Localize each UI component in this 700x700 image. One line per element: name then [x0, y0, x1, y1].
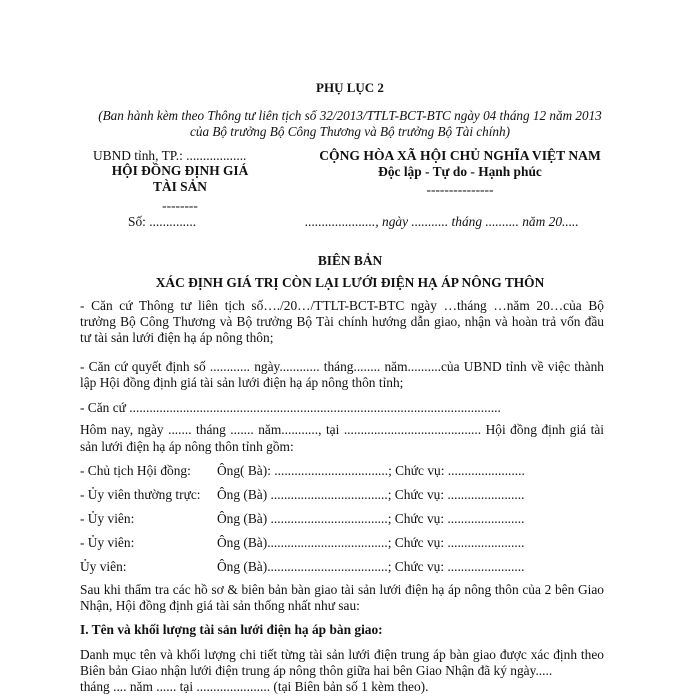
national-motto: Độc lập - Tự do - Hạnh phúc	[378, 164, 542, 179]
member-role: Ủy viên:	[80, 559, 127, 574]
date-line: ....................., ngày ........... tháng .......... năm 20.....	[305, 214, 579, 229]
member-role: - Ủy viên thường trực:	[80, 487, 201, 502]
ubnd-line: UBND tỉnh, TP.: ..................	[93, 148, 247, 163]
council-name-line2: TÀI SẢN	[153, 179, 207, 194]
basis-1-line3: tư tài sản lưới điện hạ áp nông thôn;	[80, 330, 274, 345]
member-role: - Chủ tịch Hội đồng:	[80, 463, 191, 478]
meeting-line1: Hôm nay, ngày ....... tháng ....... năm..........., tại ......................................... Hội đồng định giá tài	[80, 422, 604, 437]
conclusion-line2: Nhận, Hội đồng định giá tài sản thống nhất như sau:	[80, 598, 360, 613]
member-name: Ông (Bà) ...................................; Chức vụ: .......................	[217, 511, 525, 526]
basis-2-line1: - Căn cứ quyết định số ............ ngày............ tháng........ năm..........của UBND tỉnh về việc thành	[80, 359, 604, 374]
document-number: Số: ..............	[128, 214, 197, 229]
document-title: BIÊN BẢN	[317, 253, 383, 268]
member-role: - Ủy viên:	[80, 535, 135, 550]
member-name: Ông( Bà): ..................................; Chức vụ: .......................	[217, 463, 525, 478]
nation-name: CỘNG HÒA XÃ HỘI CHỦ NGHĨA VIỆT NAM	[319, 148, 601, 163]
member-role: - Ủy viên:	[80, 511, 135, 526]
section-1-line3: tháng .... năm ...... tại ...................... (tại Biên bản số 1 kèm theo).	[80, 679, 429, 694]
section-1-line1: Danh mục tên và khối lượng chi tiết từng tài sản lưới điện trung áp bàn giao được xác định theo	[80, 647, 604, 662]
basis-1-line1: - Căn cứ Thông tư liên tịch số…./20…/TTLT-BCT-BTC ngày …tháng …năm 20…của Bộ	[80, 298, 604, 313]
basis-1-line2: trưởng Bộ Công Thương và Bộ trưởng Bộ Tài chính hướng dẫn giao, nhận và hoàn trả vốn đầu	[80, 314, 604, 329]
conclusion-line1: Sau khi thẩm tra các hồ sơ & biên bản bàn giao tài sản lưới điện hạ áp nông thôn của 2 bên Giao	[80, 582, 604, 597]
member-name: Ông (Bà)....................................; Chức vụ: .......................	[217, 559, 525, 574]
meeting-line2: sản lưới điện hạ áp nông thôn tỉnh gồm:	[80, 439, 294, 454]
issued-note-line2: của Bộ trưởng Bộ Công Thương và Bộ trưởng Bộ Tài chính)	[190, 124, 510, 139]
member-name: Ông (Bà)....................................; Chức vụ: .......................	[217, 535, 525, 550]
council-name-line1: HỘI ĐỒNG ĐỊNH GIÁ	[111, 163, 249, 178]
left-separator: --------	[162, 198, 198, 213]
section-1-line2: Biên bản Giao nhận lưới điện trung áp nông thôn giữa hai bên Giao Nhận đã ký ngày.....	[80, 663, 553, 678]
document-subtitle: XÁC ĐỊNH GIÁ TRỊ CÒN LẠI LƯỚI ĐIỆN HẠ ÁP NÔNG THÔN	[155, 275, 545, 290]
section-1-heading: I. Tên và khối lượng tài sản lưới điện hạ áp bàn giao:	[80, 622, 383, 637]
appendix-title: PHỤ LỤC 2	[316, 80, 384, 95]
basis-2-line2: lập Hội đồng định giá tài sản lưới điện hạ áp nông thôn tỉnh;	[80, 375, 404, 390]
member-name: Ông (Bà) ...................................; Chức vụ: .......................	[217, 487, 525, 502]
right-separator: ---------------	[426, 182, 494, 197]
basis-3: - Căn cứ ...............................................................................................................	[80, 400, 501, 415]
issued-note-line1: (Ban hành kèm theo Thông tư liên tịch số 32/2013/TTLT-BCT-BTC ngày 04 tháng 12 năm 2013	[98, 108, 602, 123]
